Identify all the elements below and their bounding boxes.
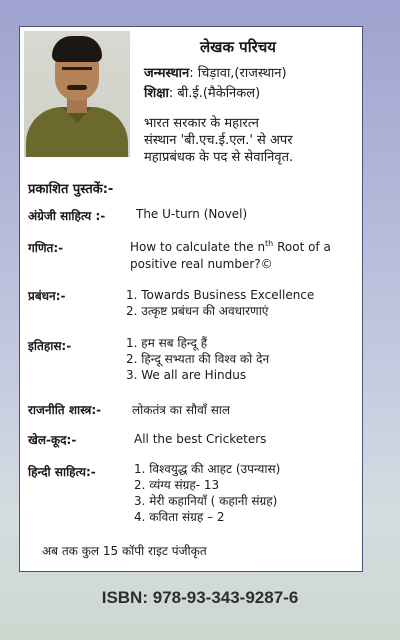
education-line: शिक्षा: बी.ई.(मैकेनिकल) xyxy=(144,86,261,101)
english-label: अंग्रेजी साहित्य :- xyxy=(28,209,106,223)
math-line1-pre: How to calculate the n xyxy=(130,240,266,254)
list-item: 1. Towards Business Excellence xyxy=(126,288,315,302)
about-line: महाप्रबंधक के पद से सेवानिवृत. xyxy=(144,150,294,165)
politics-value: लोकतंत्र का सौवाँ साल xyxy=(132,403,231,417)
about-line: संस्थान 'बी.एच.ई.एल.' से अपर xyxy=(144,133,293,148)
birthplace-label: जन्मस्थान xyxy=(144,66,190,81)
sports-label: खेल-कूद:- xyxy=(28,433,77,447)
history-list xyxy=(126,335,269,383)
math-value-line2: positive real number?© xyxy=(130,257,273,271)
math-sup: th xyxy=(265,239,274,248)
math-value-line1 xyxy=(130,239,331,254)
list-item: 2. व्यंग्य संग्रह- 13 xyxy=(134,478,220,492)
sports-value: All the best Cricketers xyxy=(134,432,267,446)
list-item: 3. मेरी कहानियाँ ( कहानी संग्रह) xyxy=(134,494,278,508)
education-label: शिक्षा xyxy=(144,86,169,101)
list-item: 1. हम सब हिन्दू हैं xyxy=(126,336,208,350)
hindi-label: हिन्दी साहित्य:- xyxy=(28,465,96,479)
birthplace-value: चिड़ावा,(राजस्थान) xyxy=(197,66,287,81)
history-label: इतिहास:- xyxy=(28,339,72,353)
publications-title: प्रकाशित पुस्तकें:- xyxy=(28,182,114,197)
management-label: प्रबंधन:- xyxy=(28,289,66,303)
about-line: भारत सरकार के महारत्न xyxy=(144,116,259,131)
hindi-list xyxy=(134,461,280,525)
english-value: The U-turn (Novel) xyxy=(136,207,248,221)
list-item: 2. हिन्दू सभ्यता की विश्व को देन xyxy=(126,352,270,366)
author-photo xyxy=(24,31,130,157)
isbn-text: ISBN: 978-93-343-9287-6 xyxy=(101,588,299,607)
education-value: बी.ई.(मैकेनिकल) xyxy=(177,86,261,101)
list-item: 3. We all are Hindus xyxy=(126,368,247,382)
math-label: गणित:- xyxy=(28,241,64,255)
copyright-note: अब तक कुल 15 कॉपी राइट पंजीकृत xyxy=(42,544,207,558)
list-item: 2. उत्कृष्ट प्रबंधन की अवधारणाएं xyxy=(126,304,269,318)
math-line1-post: Root of a xyxy=(273,240,331,254)
author-card xyxy=(19,26,363,572)
birthplace-line: जन्मस्थान: चिड़ावा,(राजस्थान) xyxy=(144,66,287,81)
management-list xyxy=(126,287,314,319)
list-item: 4. कविता संग्रह – 2 xyxy=(134,510,225,524)
list-item: 1. विश्वयुद्ध की आहट (उपन्यास) xyxy=(134,462,281,476)
politics-label: राजनीति शास्त्र:- xyxy=(28,403,102,417)
author-heading: लेखक परिचय xyxy=(200,38,276,56)
author-about xyxy=(144,115,360,166)
